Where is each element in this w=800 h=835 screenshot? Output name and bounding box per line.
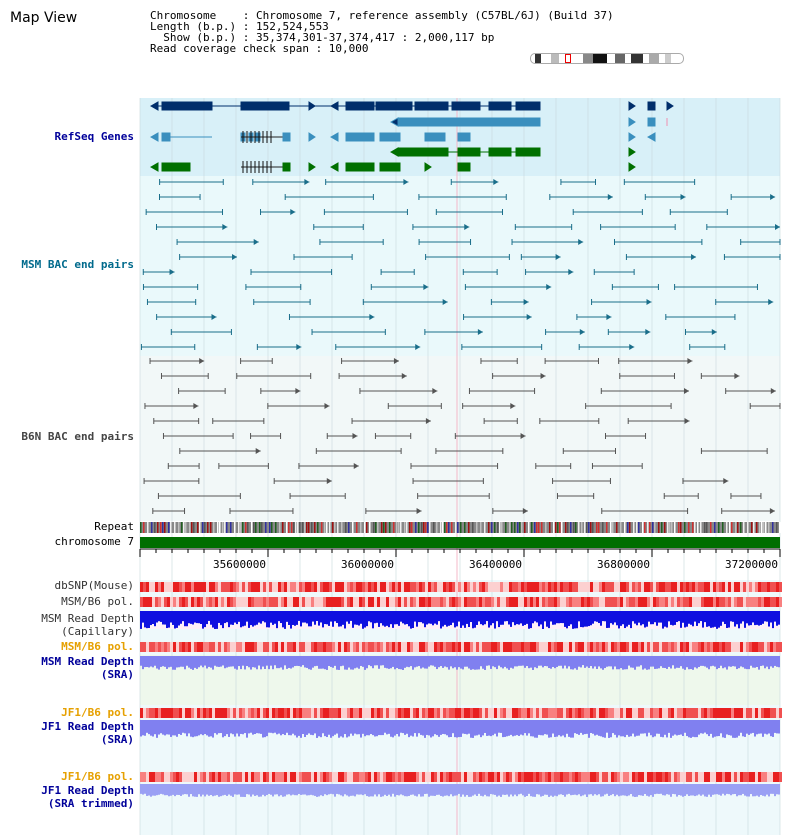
axis-tick-label: 36800000 <box>597 558 650 571</box>
msm-b6-pol-heat-track-2 <box>140 642 782 652</box>
gene-feature[interactable] <box>283 133 290 141</box>
header-coverage-span: Read coverage check span : 10,000 <box>150 42 369 55</box>
jf1-b6-pol-heat-track <box>140 708 782 718</box>
axis-tick-label: 37200000 <box>725 558 778 571</box>
track-label-repeat: Repeat <box>94 520 134 533</box>
axis-tick-label: 36000000 <box>341 558 394 571</box>
track-label-msm-sra: (SRA) <box>100 668 134 681</box>
gene-feature[interactable] <box>162 163 190 171</box>
header-chromosome: Chromosome : Chromosome 7, reference assembly (C57BL/6J) (Build 37) <box>150 9 614 22</box>
track-label-jf1-b6-pol-2: JF1/B6 pol. <box>61 770 134 783</box>
track-label-msm-read-depth-cap: MSM Read Depth <box>41 612 134 625</box>
track-label-dbsnp: dbSNP(Mouse) <box>54 579 134 592</box>
gene-feature[interactable] <box>162 133 170 141</box>
jf1-read-depth-track <box>140 720 780 738</box>
axis-tick-label: 35600000 <box>213 558 266 571</box>
page-title: Map View <box>10 10 78 26</box>
header-show: Show (b.p.) : 35,374,301-37,374,417 : 2,000,117 bp <box>150 31 495 44</box>
track-label-jf1-read-depth: JF1 Read Depth <box>41 720 134 733</box>
msm-b6-pol-heat-track <box>140 597 782 607</box>
gene-feature[interactable] <box>346 163 374 171</box>
track-label-jf1-sra: (SRA) <box>100 733 134 746</box>
jf1-b6-pol-heat-track-2 <box>140 772 782 782</box>
header-length: Length (b.p.) : 152,524,553 <box>150 20 329 33</box>
dbsnp-heat-track <box>140 582 782 592</box>
gene-feature[interactable] <box>425 133 445 141</box>
track-label-msm-b6-pol-1: MSM/B6 pol. <box>61 595 134 608</box>
gene-feature[interactable] <box>458 133 470 141</box>
msm-read-depth-sra-track <box>140 656 780 670</box>
gene-feature[interactable] <box>648 102 655 110</box>
axis-tick-label: 36400000 <box>469 558 522 571</box>
track-label-sra-trimmed: (SRA trimmed) <box>47 797 134 810</box>
gene-feature[interactable] <box>346 133 374 141</box>
gene-feature[interactable] <box>398 118 540 126</box>
msm-read-depth-capillary-track <box>140 611 780 629</box>
chromosome-bar[interactable] <box>140 537 780 548</box>
track-label-msm-bac: MSM BAC end pairs <box>21 258 134 271</box>
track-label-jf1-b6-pol-1: JF1/B6 pol. <box>61 706 134 719</box>
track-label-refseq: RefSeq Genes <box>54 130 134 143</box>
track-label-msm-b6-pol-2: MSM/B6 pol. <box>61 640 134 653</box>
gene-feature[interactable] <box>648 118 655 126</box>
track-label-b6n-bac: B6N BAC end pairs <box>21 430 134 443</box>
track-label-jf1-read-depth-trim: JF1 Read Depth <box>41 784 134 797</box>
track-label-capillary: (Capillary) <box>61 625 134 638</box>
gene-feature[interactable] <box>380 163 400 171</box>
gene-feature[interactable] <box>380 133 400 141</box>
gene-feature[interactable] <box>458 163 470 171</box>
gene-feature[interactable] <box>283 163 290 171</box>
track-label-chromosome: chromosome 7 <box>54 535 134 548</box>
track-label-msm-read-depth-sra: MSM Read Depth <box>41 655 134 668</box>
